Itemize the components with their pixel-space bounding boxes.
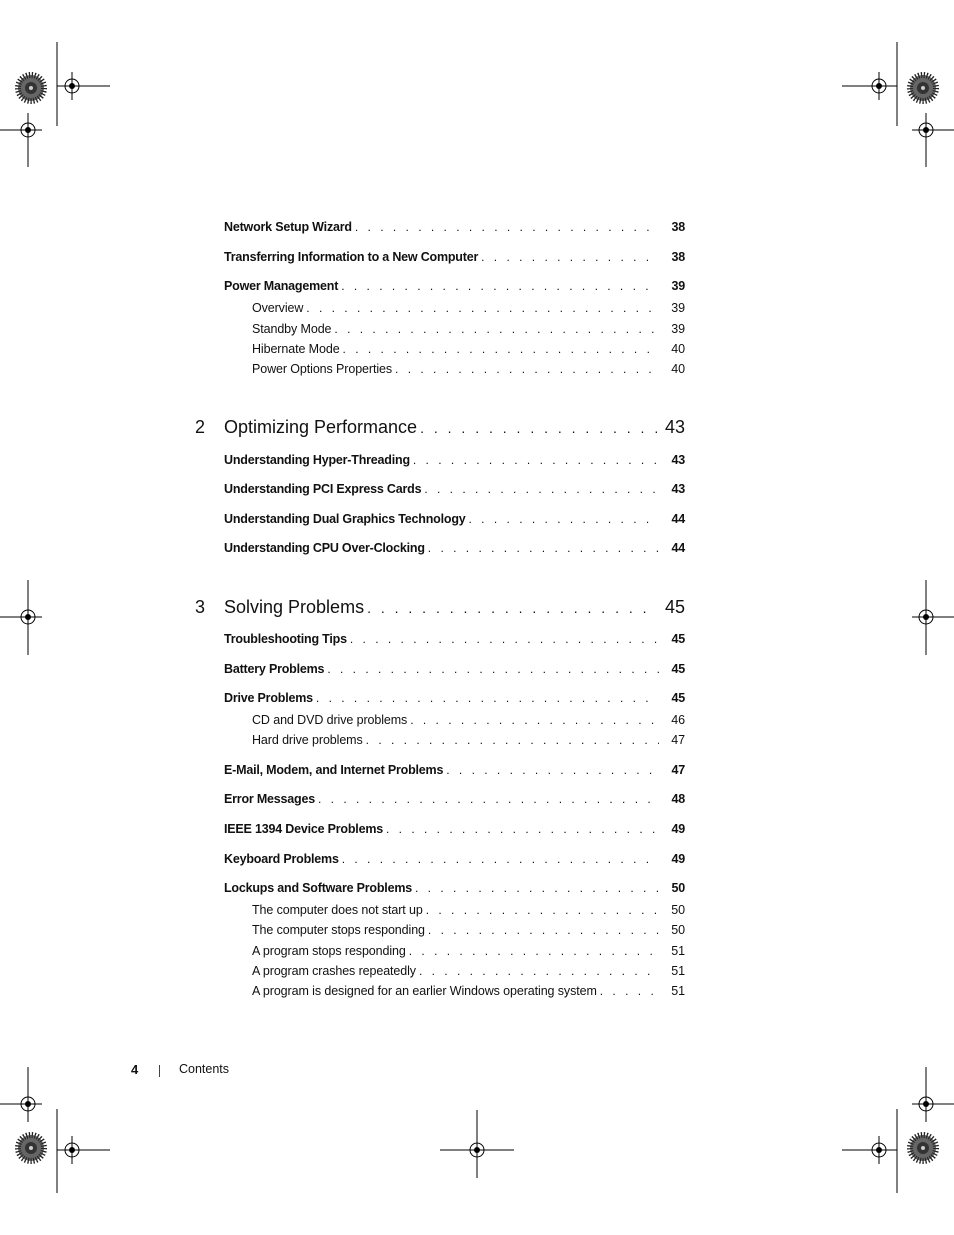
chapter-number: 2 xyxy=(195,417,206,437)
toc-entry-title: Understanding Hyper-Threading xyxy=(224,453,410,467)
toc-entry-title: Battery Problems xyxy=(224,662,325,676)
crosshair-registration-icon xyxy=(57,42,110,126)
toc-entry-page: 40 xyxy=(671,342,685,356)
toc-entry-page: 40 xyxy=(671,362,685,376)
crosshair-registration-icon xyxy=(0,113,42,167)
toc-entry-page: 47 xyxy=(671,733,685,747)
toc-entry-title: The computer stops responding xyxy=(252,923,425,937)
crosshair-registration-icon xyxy=(0,1067,42,1122)
toc-entry-page: 51 xyxy=(671,964,685,978)
toc-entry-page: 39 xyxy=(671,279,685,293)
crosshair-registration-icon xyxy=(912,113,954,167)
crosshair-registration-icon xyxy=(912,580,954,655)
chapter-page: 43 xyxy=(664,417,685,437)
toc-entry-page: 45 xyxy=(671,691,685,705)
toc-entry-title: Overview xyxy=(252,301,304,315)
toc-entry-page: 44 xyxy=(671,541,685,555)
toc-entry-title: Network Setup Wizard xyxy=(224,220,352,234)
toc-entry-page: 51 xyxy=(671,944,685,958)
crosshair-registration-icon xyxy=(57,1109,110,1193)
toc-entry-title: The computer does not start up xyxy=(252,903,423,917)
toc-entry-page: 46 xyxy=(671,713,685,727)
starburst-target-icon xyxy=(18,75,44,101)
chapter-title: Solving Problems xyxy=(224,597,365,617)
crosshair-registration-icon xyxy=(0,580,42,655)
toc-entry-title: Standby Mode xyxy=(252,322,332,336)
toc-entry-page: 39 xyxy=(671,322,685,336)
toc-entry-page: 44 xyxy=(671,512,685,526)
footer-section-label: Contents xyxy=(179,1062,230,1076)
toc-entry-title: A program crashes repeatedly xyxy=(252,964,416,978)
toc-entry-page: 47 xyxy=(671,763,685,777)
toc-entry-page: 45 xyxy=(671,632,685,646)
toc-entry-title: Lockups and Software Problems xyxy=(224,881,412,895)
starburst-target-icon xyxy=(910,1135,936,1161)
chapter-number: 3 xyxy=(195,597,206,617)
toc-entry-title: Hibernate Mode xyxy=(252,342,340,356)
toc-entry-page: 43 xyxy=(671,482,685,496)
chapter-page: 45 xyxy=(664,597,685,617)
toc-entry-title: CD and DVD drive problems xyxy=(252,713,408,727)
starburst-target-icon xyxy=(910,75,936,101)
toc-entry-title: Hard drive problems xyxy=(252,733,363,747)
toc-entry-page: 45 xyxy=(671,662,685,676)
crosshair-registration-icon xyxy=(842,42,897,126)
toc-entry-page: 50 xyxy=(671,881,685,895)
toc-entry-page: 50 xyxy=(671,923,685,937)
toc-entry-page: 49 xyxy=(671,822,685,836)
chapter-title: Optimizing Performance xyxy=(224,417,418,437)
toc-entry-page: 39 xyxy=(671,301,685,315)
toc-entry-title: Keyboard Problems xyxy=(224,852,339,866)
toc-entry-title: Understanding Dual Graphics Technology xyxy=(224,512,466,526)
crosshair-registration-icon xyxy=(440,1110,514,1178)
page-number: 4 xyxy=(131,1062,139,1077)
toc-entry-title: IEEE 1394 Device Problems xyxy=(224,822,383,836)
toc-entry-page: 43 xyxy=(671,453,685,467)
toc-entry-page: 50 xyxy=(671,903,685,917)
toc-entry-page: 38 xyxy=(671,250,685,264)
toc-entry-title: Power Options Properties xyxy=(252,362,393,376)
toc-entry-page: 49 xyxy=(671,852,685,866)
toc-entry-page: 48 xyxy=(671,792,685,806)
toc-entry-title: Understanding PCI Express Cards xyxy=(224,482,422,496)
toc-entry-title: A program is designed for an earlier Windows operating system xyxy=(252,984,597,998)
starburst-target-icon xyxy=(18,1135,44,1161)
toc-entry-title: Power Management xyxy=(224,279,339,293)
toc-entry-title: Error Messages xyxy=(224,792,315,806)
crosshair-registration-icon xyxy=(842,1109,897,1193)
toc-entry-page: 51 xyxy=(671,984,685,998)
crosshair-registration-icon xyxy=(912,1067,954,1122)
toc-entry-title: Troubleshooting Tips xyxy=(224,632,347,646)
toc-entry-title: E-Mail, Modem, and Internet Problems xyxy=(224,763,444,777)
toc-entry-title: Understanding CPU Over-Clocking xyxy=(224,541,425,555)
toc-entry-page: 38 xyxy=(671,220,685,234)
toc-entry-title: Transferring Information to a New Computer xyxy=(224,250,479,264)
toc-entry-title: Drive Problems xyxy=(224,691,313,705)
toc-entry-title: A program stops responding xyxy=(252,944,406,958)
